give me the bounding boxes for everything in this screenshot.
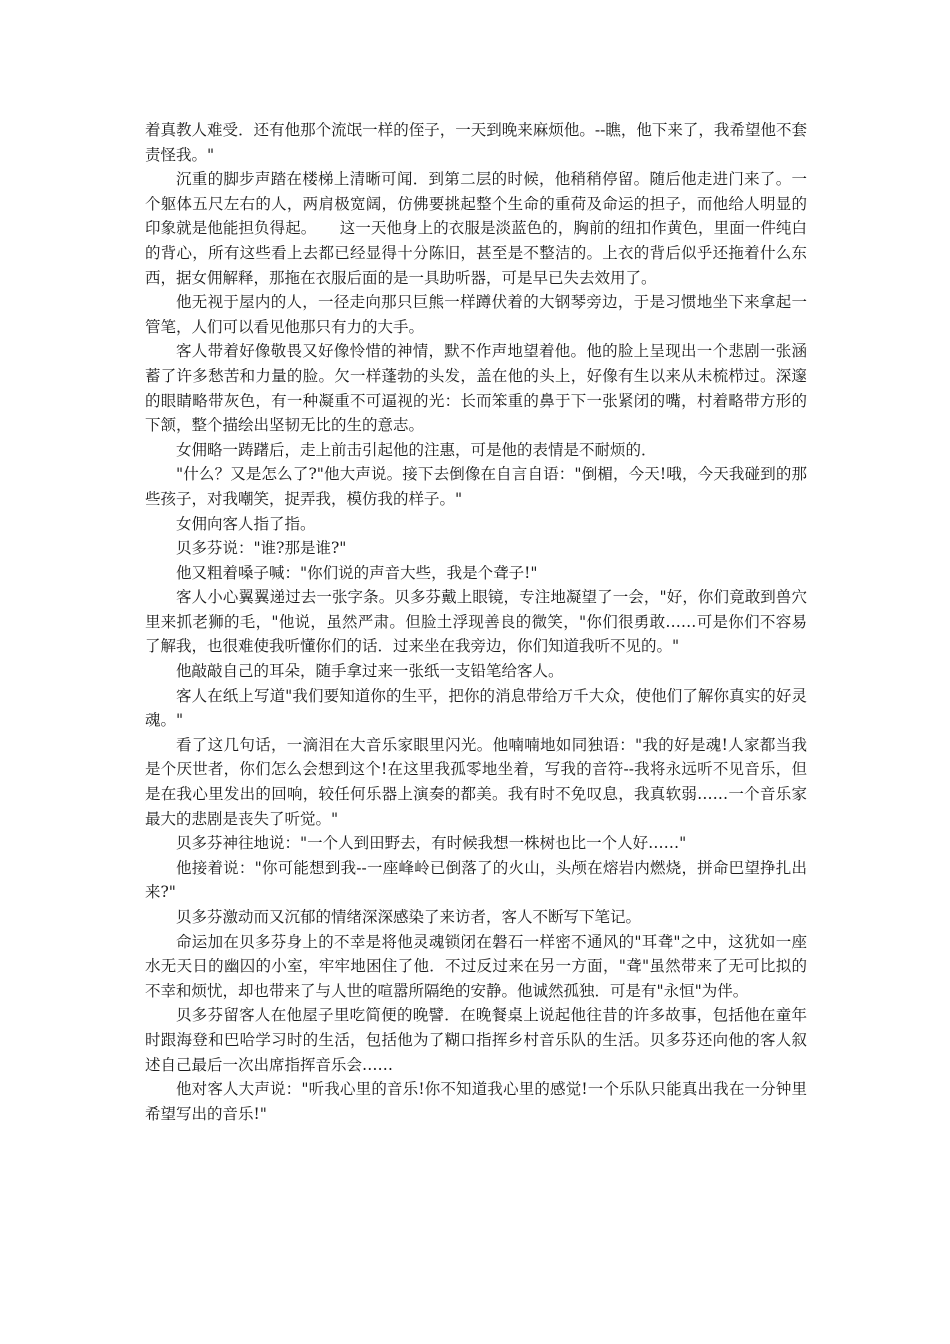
- paragraph-13: 看了这几句话，一滴泪在大音乐家眼里闪光。他喃喃地如同独语："我的好是魂!人家都当我是个厌世者，你们怎么会想到这个!在这里我孤零地坐着，写我的音符--我将永远听不见音乐，但是在我心里发出的回响，较任何乐器上演奏的都美。我有时不免叹息，我真软弱……一个音乐家最大的悲剧是丧失了听觉。": [145, 735, 807, 828]
- paragraph-12: 客人在纸上写道"我们要知道你的生平，把你的消息带给万千大众，使他们了解你真实的好灵魂。": [145, 686, 807, 730]
- paragraph-10: 客人小心翼翼递过去一张字条。贝多芬戴上眼镜，专注地凝望了一会，"好，你们竟敢到兽穴里来抓老狮的毛，"他说，虽然严肃。但脸土浮现善良的微笑，"你们很勇敢……可是你们不容易了解我，也很难使我听懂你们的话．过来坐在我旁边，你们知道我听不见的。": [145, 588, 807, 656]
- paragraph-18: 贝多芬留客人在他屋子里吃简便的晚譬．在晚餐桌上说起他往昔的许多故事，包括他在童年时跟海登和巴哈学习时的生活，包括他为了糊口指挥乡村音乐队的生活。贝多芬还向他的客人叙述自己最后一次出席指挥音乐会……: [145, 1006, 807, 1074]
- paragraph-19: 他对客人大声说："听我心里的音乐!你不知道我心里的感觉!一个乐队只能真出我在一分钟里希望写出的音乐!": [145, 1080, 807, 1123]
- paragraph-17: 命运加在贝多芬身上的不幸是将他灵魂锁闭在磐石一样密不通风的"耳聋"之中，这犹如一座水无天日的幽囚的小室，牢牢地困住了他．不过反过来在另一方面，"聋"虽然带来了无可比拟的不幸和烦忧，却也带来了与人世的喧嚣所隔绝的安静。他诚然孤独．可是有"永恒"为伴。: [145, 932, 807, 1000]
- paragraph-5: 女佣略一踌躇后，走上前击引起他的注惠，可是他的表情是不耐烦的．: [176, 440, 657, 459]
- paragraph-7: 女佣向客人指了指。: [176, 514, 316, 533]
- paragraph-15: 他接着说："你可能想到我--一座峰岭已倒落了的火山，头颅在熔岩内燃烧，拼命巴望挣扎出来?": [145, 858, 807, 902]
- paragraph-6: "什么？又是怎么了?"他大声说。接下去倒像在自言自语："倒楣，今天!哦，今天我碰到的那些孩子，对我嘲笑，捉弄我，模仿我的样子。": [145, 465, 807, 508]
- paragraph-3: 他无视于屋内的人，一径走向那只巨熊一样蹲伏着的大钢琴旁边，于是习惯地坐下来拿起一管笔，人们可以看见他那只有力的大手。: [145, 293, 807, 336]
- paragraph-1: 着真教人难受．还有他那个流氓一样的侄子，一天到晚来麻烦他。--瞧，他下来了，我希望他不套责怪我。": [145, 121, 807, 164]
- paragraph-14: 贝多芬神往地说："一个人到田野去，有时候我想一株树也比一个人好……": [176, 834, 687, 853]
- paragraph-2: 沉重的脚步声踏在楼梯上清晰可闻．到第二层的时候，他稍稍停留。随后他走进门来了。一个躯体五尺左右的人，两肩极宽阔，仿佛要挑起整个生命的重荷及命运的担子，而他给人明显的印象就是他能担负得起。 这一天他身上的衣服是淡蓝色的，胸前的纽扣作黄色，里面一件纯白的背心，所有这些看上去都已经显得十分陈旧，甚至是不整洁的。上衣的背后似乎还拖着什么东西，据女佣解释，那拖在衣服后面的是一具助听器，可是早已失去效用了。: [145, 170, 807, 287]
- paragraph-8: 贝多芬说："谁?那是谁?": [176, 539, 347, 558]
- document-body: [145, 118, 807, 1126]
- paragraph-9: 他又粗着嗓子喊："你们说的声音大些，我是个聋子!": [176, 563, 538, 582]
- paragraph-11: 他敲敲自己的耳朵，随手拿过来一张纸一支铅笔给客人。: [176, 662, 564, 681]
- paragraph-16: 贝多芬激动而又沉郁的情绪深深感染了来访者，客人不断写下笔记。: [176, 908, 642, 926]
- paragraph-4: 客人带着好像敬畏又好像怜惜的神情，默不作声地望着他。他的脸上呈现出一个悲剧一张涵蓄了许多愁苦和力量的脸。欠一样蓬勃的头发，盖在他的头上，好像有生以来从未梳栉过。深邃的眼睛略带灰色，有一种凝重不可逼视的光：长而笨重的鼻于下一张紧闭的嘴，村着略带方形的下颔，整个描绘出坚韧无比的生的意志。: [145, 342, 807, 435]
